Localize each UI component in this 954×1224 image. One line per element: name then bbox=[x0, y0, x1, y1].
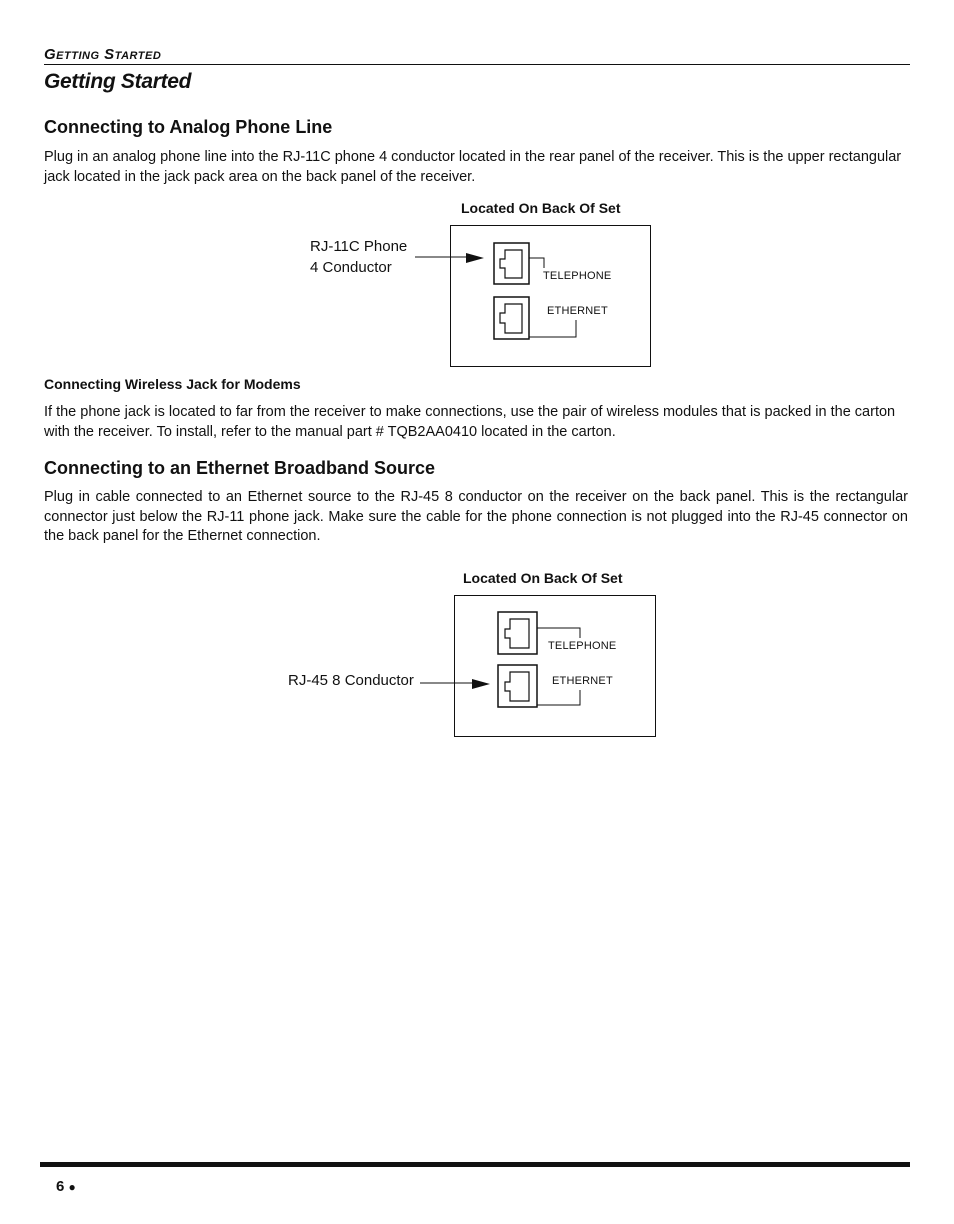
wireless-paragraph: If the phone jack is located to far from the receiver to make connections, use the pair of wireless modules that is packed in the carton with the receiver. To install, refer to the manual part # TQB2AA0410 located in the carton. bbox=[44, 404, 896, 440]
diagram2-back-panel bbox=[454, 595, 656, 737]
diagram1-title: Located On Back Of Set bbox=[461, 200, 621, 216]
diagram2-label-rj45: RJ-45 8 Conductor bbox=[288, 672, 414, 689]
running-head: Getting Started bbox=[44, 46, 162, 63]
rj11-label-line1: RJ-11C Phone bbox=[310, 238, 408, 255]
diagram2-ethernet-label: ETHERNET bbox=[552, 675, 613, 687]
ethernet-paragraph: Plug in cable connected to an Ethernet source to the RJ-45 8 conductor on the receiver on the back panel. This is the rectangular connector just below the RJ-11 phone jack. Make sure the cable for the phone connection is not plugged into the RJ-45 connector on the back panel for the Ethernet connection. bbox=[44, 489, 908, 544]
page-title: Getting Started bbox=[44, 70, 192, 93]
telephone-jack-icon bbox=[494, 243, 529, 284]
telephone-callout-line bbox=[529, 258, 544, 268]
page-number bbox=[56, 1178, 76, 1195]
analog-phone-paragraph: Plug in an analog phone line into the RJ-11C phone 4 conductor located in the rear panel of the receiver. This is the upper rectangular jack located in the jack pack area on the back panel of the receiver. bbox=[44, 149, 902, 185]
page-number-value: 6 bbox=[56, 1178, 65, 1195]
rj11-label-line2: 4 Conductor bbox=[310, 259, 392, 276]
ethernet-callout-line bbox=[529, 320, 576, 337]
footer-rule bbox=[40, 1162, 910, 1167]
rj11-pointer-arrow bbox=[466, 253, 484, 263]
page-number-bullet: ● bbox=[68, 1180, 76, 1194]
diagram1-telephone-label: TELEPHONE bbox=[543, 270, 612, 282]
section-heading-analog-phone: Connecting to Analog Phone Line bbox=[44, 117, 333, 137]
diagram2-telephone-label: TELEPHONE bbox=[548, 640, 617, 652]
diagram2-title: Located On Back Of Set bbox=[463, 570, 623, 586]
subsection-heading-wireless: Connecting Wireless Jack for Modems bbox=[44, 376, 301, 392]
section-heading-ethernet: Connecting to an Ethernet Broadband Source bbox=[44, 458, 436, 478]
diagram1-ethernet-label: ETHERNET bbox=[547, 305, 608, 317]
ethernet-jack-icon bbox=[494, 297, 529, 339]
